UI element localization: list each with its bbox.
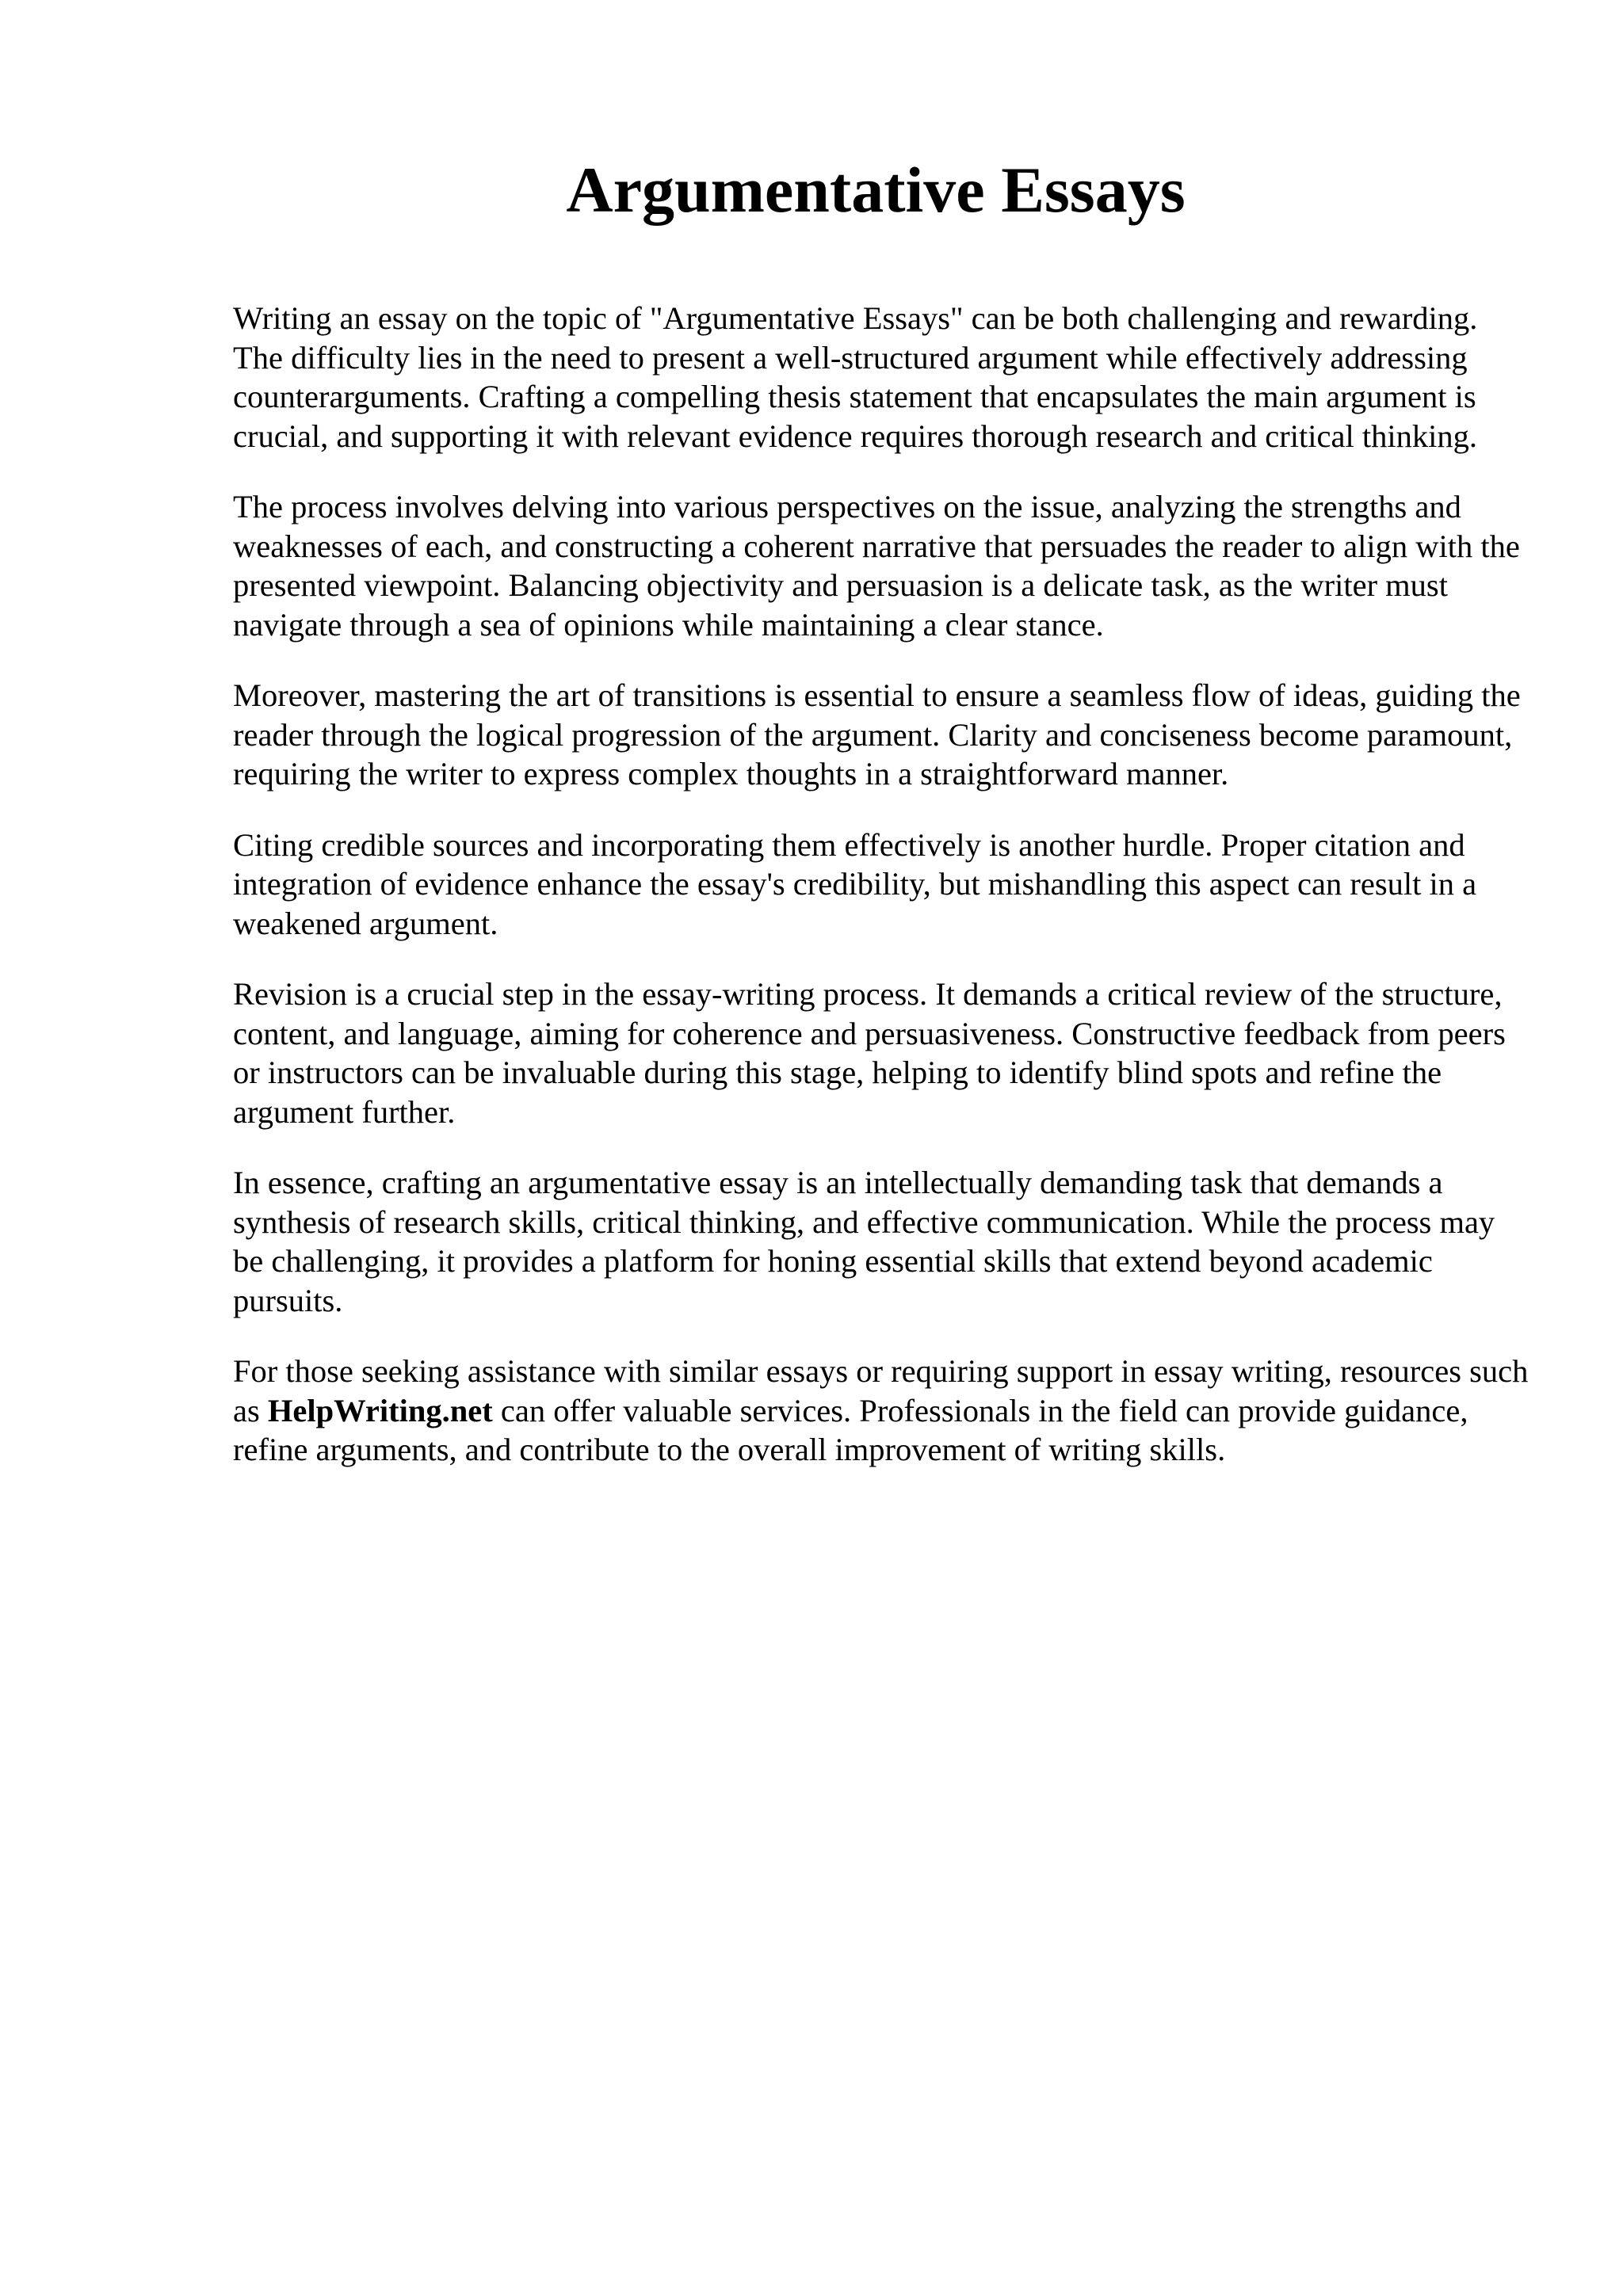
essay-body [233, 299, 1533, 1501]
paragraph-2: The process involves delving into various perspectives on the issue, analyzing the strengths and weaknesses of each, and constructing a coherent narrative that persuades the reader to align with the presented viewpoint. Balancing objectivity and persuasion is a delicate task, as the writer must navigate through a sea of opinions while maintaining a clear stance. [233, 489, 1520, 643]
paragraph-6: In essence, crafting an argumentative essay is an intellectually demanding task that demands a synthesis of research skills, critical thinking, and effective communication. While the process may be challenging, it provides a platform for honing essential skills that extend beyond academic pursuits. [233, 1165, 1495, 1318]
brand-link[interactable]: HelpWriting.net [267, 1392, 493, 1428]
paragraph-7-before: For those seeking assistance with similar essays or requiring support in essay writing, resources such as [233, 1353, 1529, 1428]
paragraph-3: Moreover, mastering the art of transitions is essential to ensure a seamless flow of ideas, guiding the reader through the logical progression of the argument. Clarity and conciseness become paramount, requiring the writer to express complex thoughts in a straightforward manner. [233, 677, 1521, 791]
paragraph-7-after: can offer valuable services. Professionals in the field can provide guidance, refine arguments, and contribute to the overall improvement of writing skills. [233, 1392, 1468, 1467]
paragraph-1: Writing an essay on the topic of "Argumentative Essays" can be both challenging and rewarding. The difficulty lies in the need to present a well-structured argument while effectively addressing counterarguments. Crafting a compelling thesis statement that encapsulates the main argument is crucial, and supporting it with relevant evidence requires thorough research and critical thinking. [233, 300, 1478, 454]
page-title: Argumentative Essays [566, 154, 1186, 226]
paragraph-4: Citing credible sources and incorporating them effectively is another hurdle. Proper citation and integration of evidence enhance the essay's credibility, but mishandling this aspect can result in a weakened argument. [233, 826, 1477, 941]
paragraph-7 [233, 1352, 1533, 1470]
paragraph-5: Revision is a crucial step in the essay-writing process. It demands a critical review of the structure, content, and language, aiming for coherence and persuasiveness. Constructive feedback from peers or instructors can be invaluable during this stage, helping to identify blind spots and refine the argument further. [233, 976, 1506, 1130]
